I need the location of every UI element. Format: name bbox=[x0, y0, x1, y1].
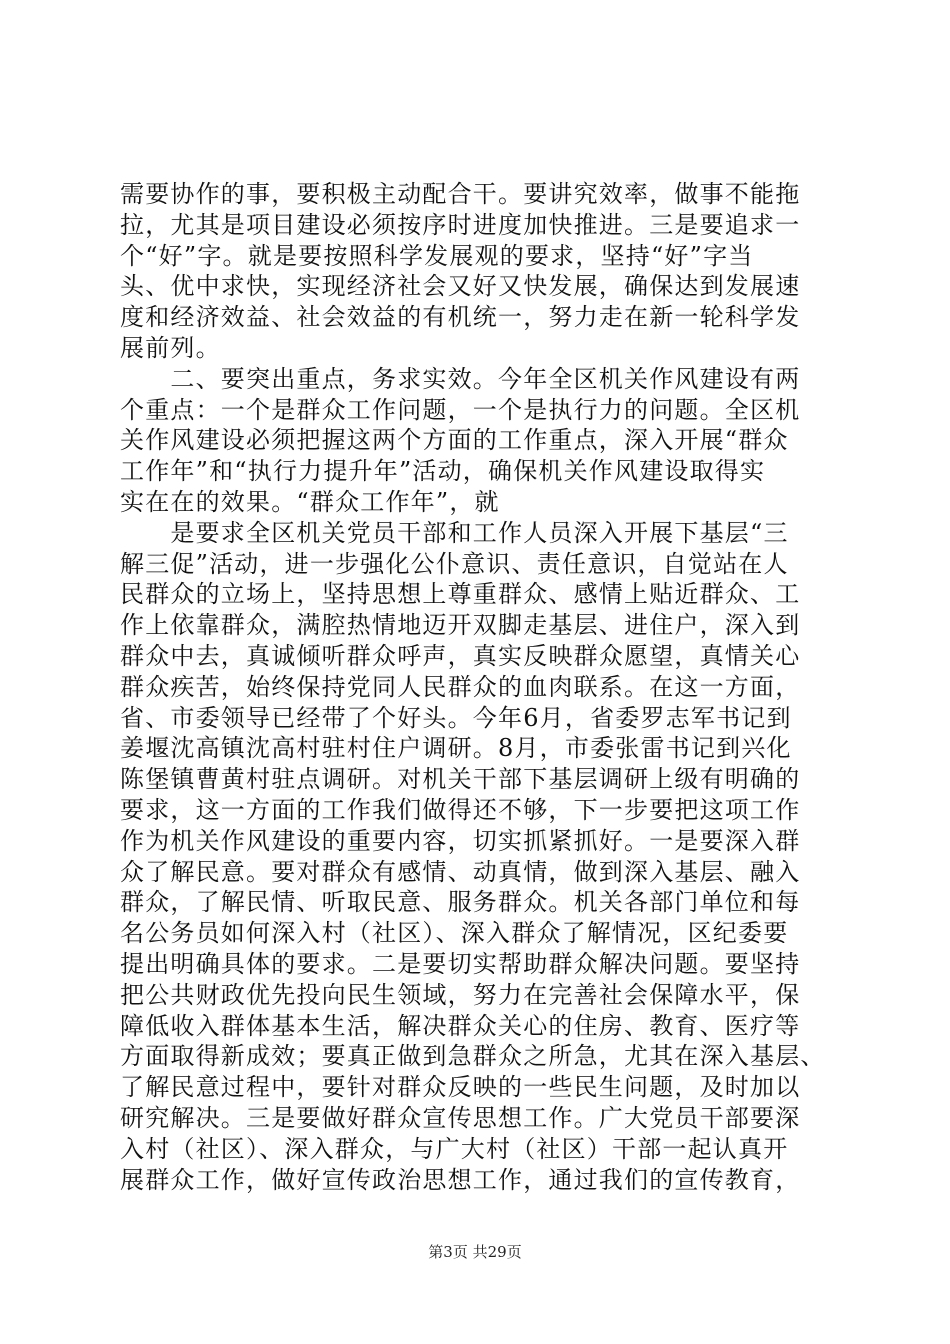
text-line: 展群众工作，做好宣传政治思想工作，通过我们的宣传教育， bbox=[120, 1165, 801, 1194]
text-line: 众了解民意。要对群众有感情、动真情，做到深入基层、融入 bbox=[120, 857, 801, 886]
text-line: 名公务员如何深入村（社区）、深入群众了解情况，区纪委要 bbox=[120, 919, 789, 948]
text-line: 个“好”字。就是要按照科学发展观的要求，坚持“好”字当 bbox=[120, 241, 754, 270]
text-line: 展前列。 bbox=[120, 333, 221, 362]
text-line: 把公共财政优先投向民生领域，努力在完善社会保障水平，保 bbox=[120, 980, 801, 1009]
text-line: 实在在的效果。“群众工作年”，就 bbox=[120, 487, 500, 516]
text-line: 障低收入群体基本生活，解决群众关心的住房、教育、医疗等 bbox=[120, 1011, 801, 1040]
text-line: 入村（社区）、深入群众，与广大村（社区）干部一起认真开 bbox=[120, 1134, 789, 1163]
text-line: 拉，尤其是项目建设必须按序时进度加快推进。三是要追求一 bbox=[120, 210, 801, 239]
text-line: 关作风建设必须把握这两个方面的工作重点，深入开展“群众 bbox=[120, 426, 789, 455]
text-line: 群众，了解民情、听取民意、服务群众。机关各部门单位和每 bbox=[120, 888, 801, 917]
text-line: 提出明确具体的要求。二是要切实帮助群众解决问题。要坚持 bbox=[120, 949, 801, 978]
text-line: 作上依靠群众，满腔热情地迈开双脚走基层、进住户，深入到 bbox=[120, 611, 801, 640]
text-line: 度和经济效益、社会效益的有机统一，努力走在新一轮科学发 bbox=[120, 303, 801, 332]
text-line: 个重点：一个是群众工作问题，一个是执行力的问题。全区机 bbox=[120, 395, 801, 424]
text-line: 研究解决。三是要做好群众宣传思想工作。广大党员干部要深 bbox=[120, 1103, 801, 1132]
text-line: 要求，这一方面的工作我们做得还不够，下一步要把这项工作 bbox=[120, 795, 801, 824]
page-footer bbox=[0, 1242, 950, 1262]
text-line: 是要求全区机关党员干部和工作人员深入开展下基层“三 bbox=[120, 518, 789, 547]
page-number: 第3页 共29页 bbox=[428, 1243, 522, 1261]
text-line: 群众疾苦，始终保持党同人民群众的血肉联系。在这一方面， bbox=[120, 672, 801, 701]
text-line: 二、要突出重点，务求实效。今年全区机关作风建设有两 bbox=[120, 364, 801, 393]
text-line: 工作年”和“执行力提升年”活动，确保机关作风建设取得实 bbox=[120, 457, 766, 486]
text-line: 省、市委领导已经带了个好头。今年6月，省委罗志军书记到 bbox=[120, 703, 792, 732]
text-line: 了解民意过程中，要针对群众反映的一些民生问题，及时加以 bbox=[120, 1073, 801, 1102]
text-line: 群众中去，真诚倾听群众呼声，真实反映群众愿望，真情关心 bbox=[120, 641, 801, 670]
text-line: 陈堡镇曹黄村驻点调研。对机关干部下基层调研上级有明确的 bbox=[120, 765, 801, 794]
text-line: 头、优中求快，实现经济社会又好又快发展，确保达到发展速 bbox=[120, 272, 801, 301]
text-line: 解三促”活动，进一步强化公仆意识、责任意识，自觉站在人 bbox=[120, 549, 789, 578]
document-body bbox=[120, 179, 832, 1195]
text-line: 民群众的立场上，坚持思想上尊重群众、感情上贴近群众、工 bbox=[120, 580, 801, 609]
text-line: 作为机关作风建设的重要内容，切实抓紧抓好。一是要深入群 bbox=[120, 826, 801, 855]
text-line: 姜堰沈高镇沈高村驻村住户调研。8月，市委张雷书记到兴化 bbox=[120, 734, 792, 763]
text-line: 方面取得新成效；要真正做到急群众之所急，尤其在深入基层、 bbox=[120, 1042, 826, 1071]
text-line: 需要协作的事，要积极主动配合干。要讲究效率，做事不能拖 bbox=[120, 180, 801, 208]
